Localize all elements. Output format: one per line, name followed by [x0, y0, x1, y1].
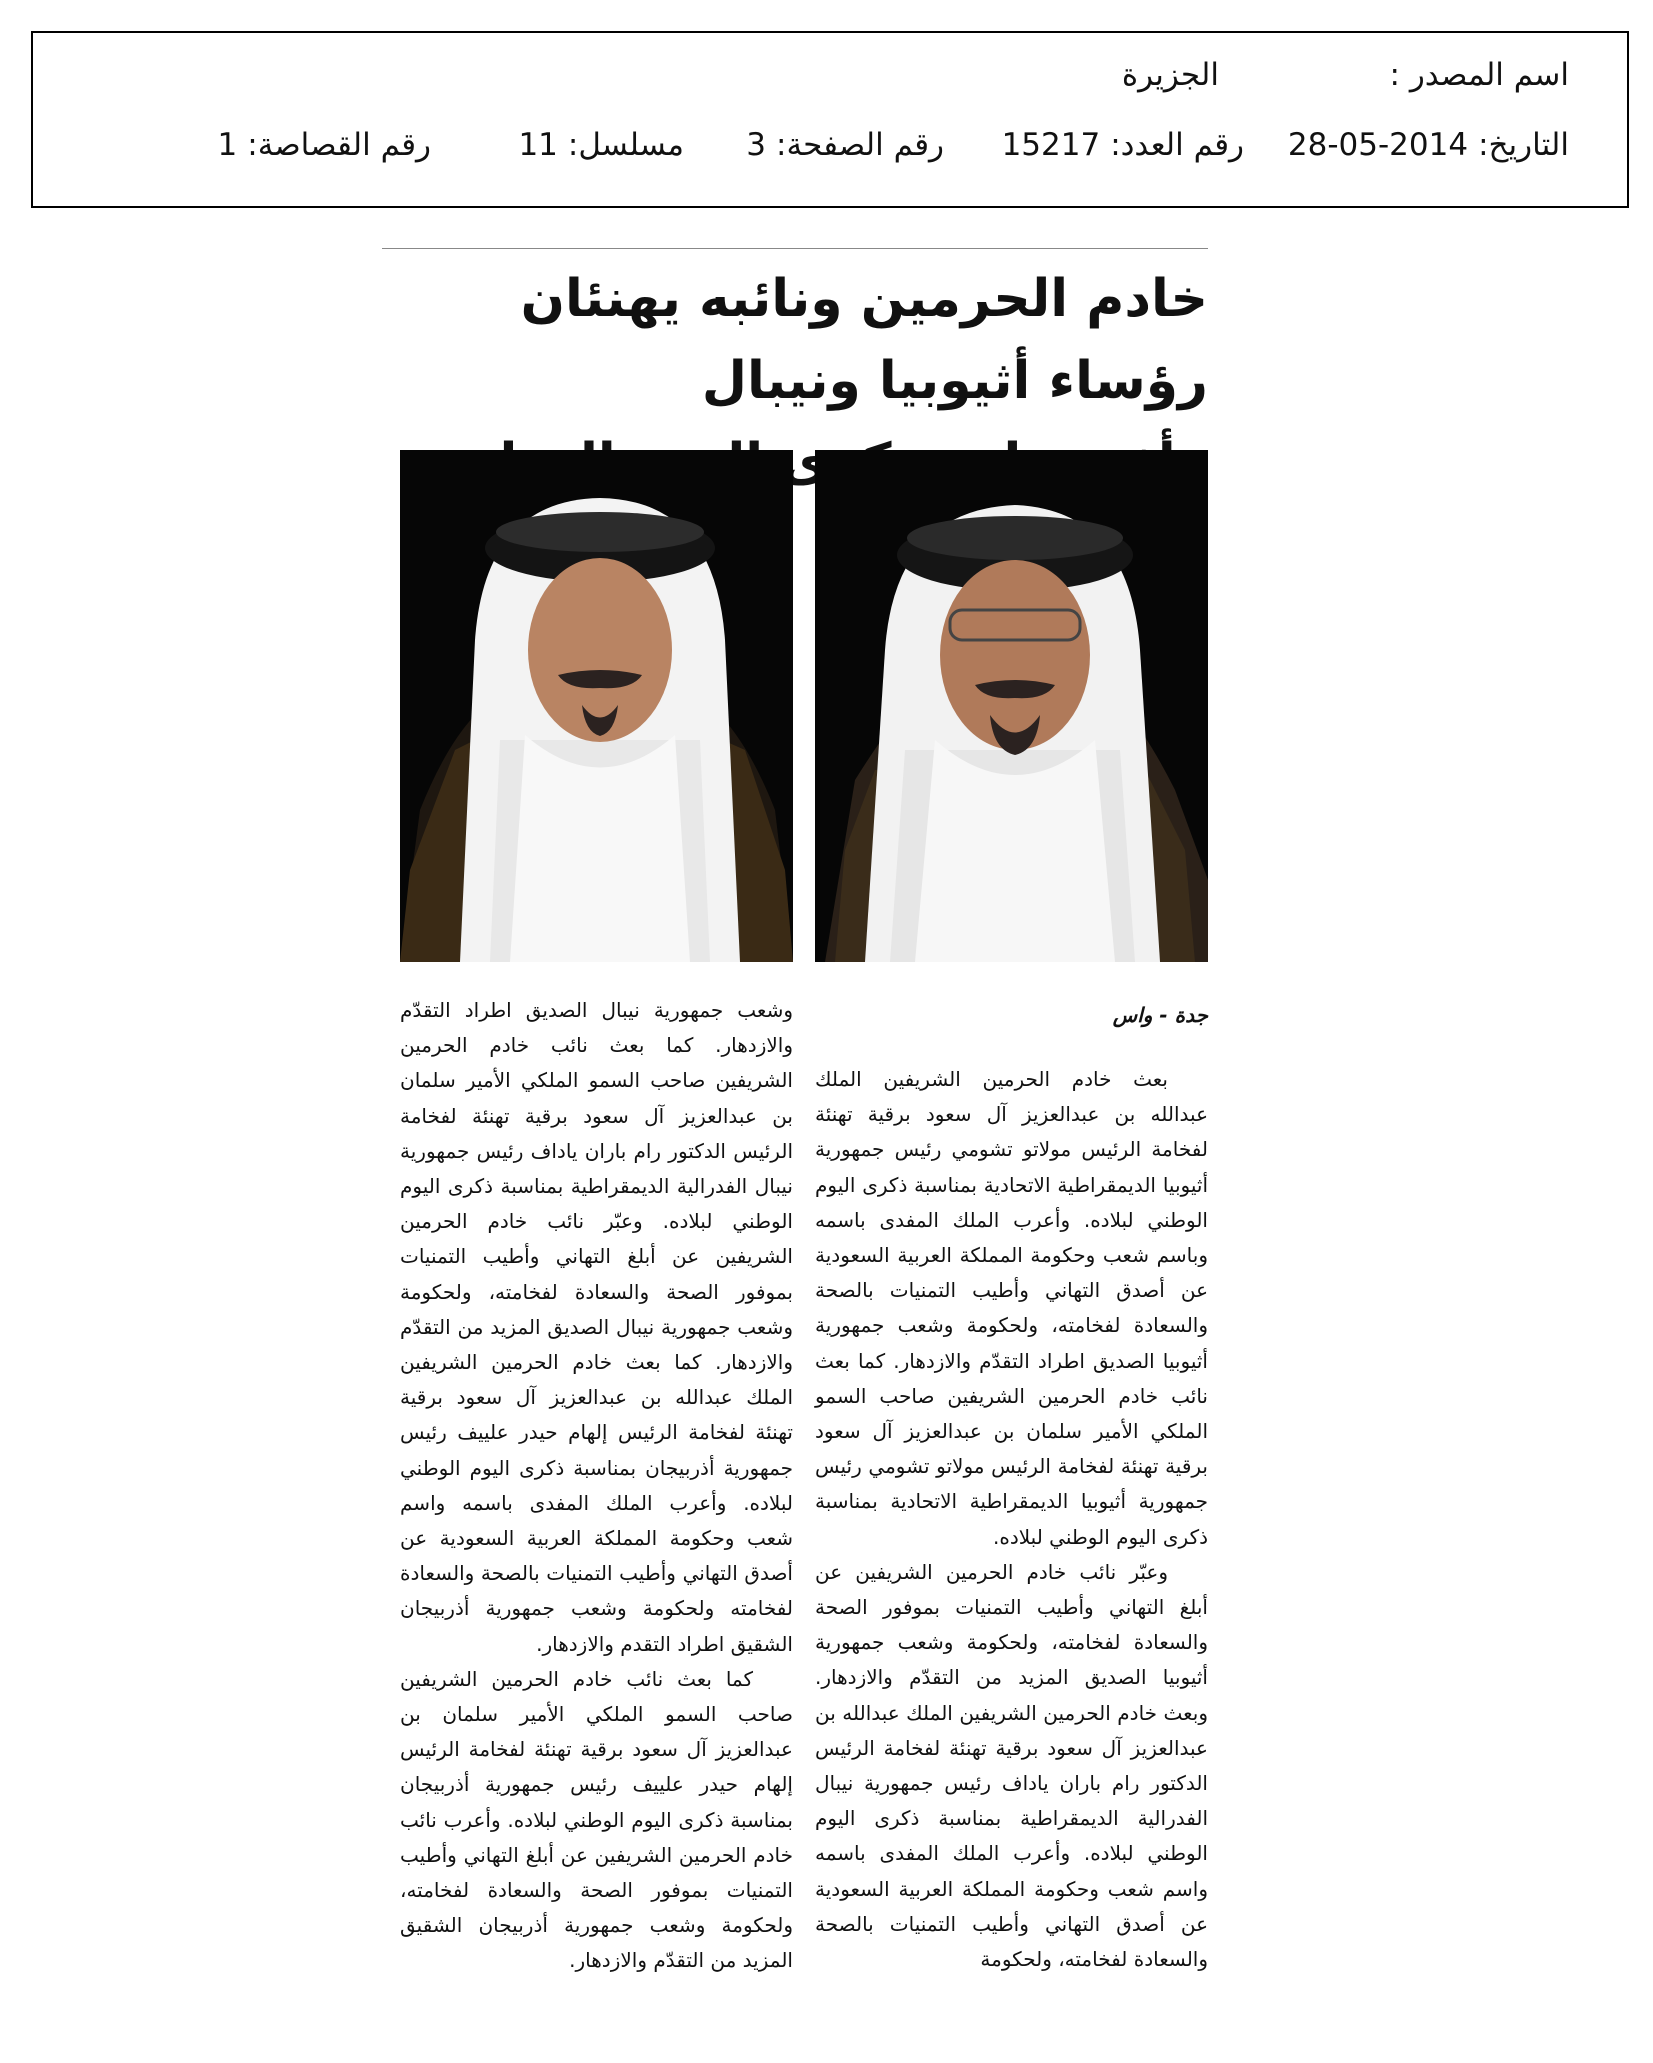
date-label: التاريخ: — [1478, 127, 1569, 163]
portrait-graphic — [400, 450, 793, 962]
paragraph: بعث خادم الحرمين الشريفين الملك عبدالله بن عبدالعزيز آل سعود برقية تهنئة لفخامة الرئيس مولاتو تشومي رئيس جمهورية أثيوبيا الديمقراطية الاتحادية بمناسبة ذكرى اليوم الوطني لبلاده. وأعرب الملك المفدى باسمه وباسم شعب وحكومة المملكة العربية السعودية عن أصدق التهاني وأطيب التمنيات بالصحة والسعادة لفخامته، ولحكومة وشعب جمهورية أثيوبيا الصديق اطراد التقدّم والازدهار. كما بعث نائب خادم الحرمين الشريفين صاحب السمو الملكي الأمير سلمان بن عبدالعزيز آل سعود برقية تهنئة لفخامة الرئيس مولاتو تشومي رئيس جمهورية أثيوبيا الديمقراطية الاتحادية بمناسبة ذكرى اليوم الوطني لبلاده. — [815, 1067, 1208, 1549]
headline-divider — [382, 248, 1208, 249]
clip-label: رقم القصاصة: — [247, 127, 431, 163]
article-column-left — [400, 993, 793, 1979]
source-value: الجزيرة — [1121, 57, 1219, 93]
source-label: اسم المصدر : — [1389, 57, 1569, 93]
page-label: رقم الصفحة: — [776, 127, 944, 163]
clip-field — [218, 127, 431, 163]
clipping-header-box — [31, 31, 1629, 208]
serial-field — [518, 127, 684, 163]
issue-value: 15217 — [1001, 127, 1101, 163]
page-field — [746, 127, 944, 163]
portrait-photo-right — [815, 450, 1208, 962]
serial-label: مسلسل: — [567, 127, 684, 163]
serial-value: 11 — [518, 127, 558, 163]
article-column-right — [815, 1062, 1208, 1977]
article-byline: جدة - واس — [1112, 1003, 1208, 1027]
clip-value: 1 — [217, 127, 238, 163]
portrait-graphic — [815, 450, 1208, 962]
issue-label: رقم العدد: — [1110, 127, 1244, 163]
page-value: 3 — [746, 127, 767, 163]
date-value: 2014-05-28 — [1287, 127, 1469, 163]
issue-field — [1002, 127, 1244, 163]
portrait-photo-left — [400, 450, 793, 962]
paragraph: وعبّر نائب خادم الحرمين الشريفين عن أبلغ التهاني وأطيب التمنيات بموفور الصحة والسعادة لفخامته، ولحكومة وشعب جمهورية أثيوبيا الصديق المزيد من التقدّم والازدهار. وبعث خادم الحرمين الشريفين الملك عبدالله بن عبدالعزيز آل سعود برقية تهنئة لفخامة الرئيس الدكتور رام باران ياداف رئيس جمهورية نيبال الفدرالية الديمقراطية بمناسبة ذكرى اليوم الوطني لبلاده. وأعرب الملك المفدى باسمه واسم شعب وحكومة المملكة العربية السعودية عن أصدق التهاني وأطيب التمنيات بالصحة والسعادة لفخامته، ولحكومة — [815, 1559, 1208, 1972]
paragraph: كما بعث نائب خادم الحرمين الشريفين صاحب السمو الملكي الأمير سلمان بن عبدالعزيز آل سعود برقية تهنئة لفخامة الرئيس إلهام حيدر علييف رئيس جمهورية أذربيجان بمناسبة ذكرى اليوم الوطني لبلاده. وأعرب نائب خادم الحرمين الشريفين عن أبلغ التهاني وأطيب التمنيات بموفور الصحة والسعادة لفخامته، ولحكومة وشعب جمهورية أذربيجان الشقيق المزيد من التقدّم والازدهار. — [400, 1666, 793, 1973]
headline-line-1: خادم الحرمين ونائبه يهنئان رؤساء أثيوبيا ونيبال — [520, 269, 1208, 411]
date-field — [1288, 127, 1569, 163]
paragraph: وشعب جمهورية نيبال الصديق اطراد التقدّم والازدهار. كما بعث نائب خادم الحرمين الشريفين صاحب السمو الملكي الأمير سلمان بن عبدالعزيز آل سعود برقية تهنئة لفخامة الرئيس الدكتور رام باران ياداف رئيس جمهورية نيبال الفدرالية الديمقراطية بمناسبة ذكرى اليوم الوطني لبلاده. وعبّر نائب خادم الحرمين الشريفين عن أبلغ التهاني وأطيب التمنيات بموفور الصحة والسعادة لفخامته، ولحكومة وشعب جمهورية نيبال الصديق المزيد من التقدّم والازدهار. كما بعث خادم الحرمين الشريفين الملك عبدالله بن عبدالعزيز آل سعود برقية تهنئة لفخامة الرئيس إلهام حيدر علييف رئيس جمهورية أذربيجان بمناسبة ذكرى اليوم الوطني لبلاده. وأعرب الملك المفدى باسمه واسم شعب وحكومة المملكة العربية السعودية عن أصدق التهاني وأطيب التمنيات بالصحة والسعادة لفخامته ولحكومة وشعب جمهورية أذربيجان الشقيق اطراد التقدم والازدهار. — [400, 998, 793, 1656]
